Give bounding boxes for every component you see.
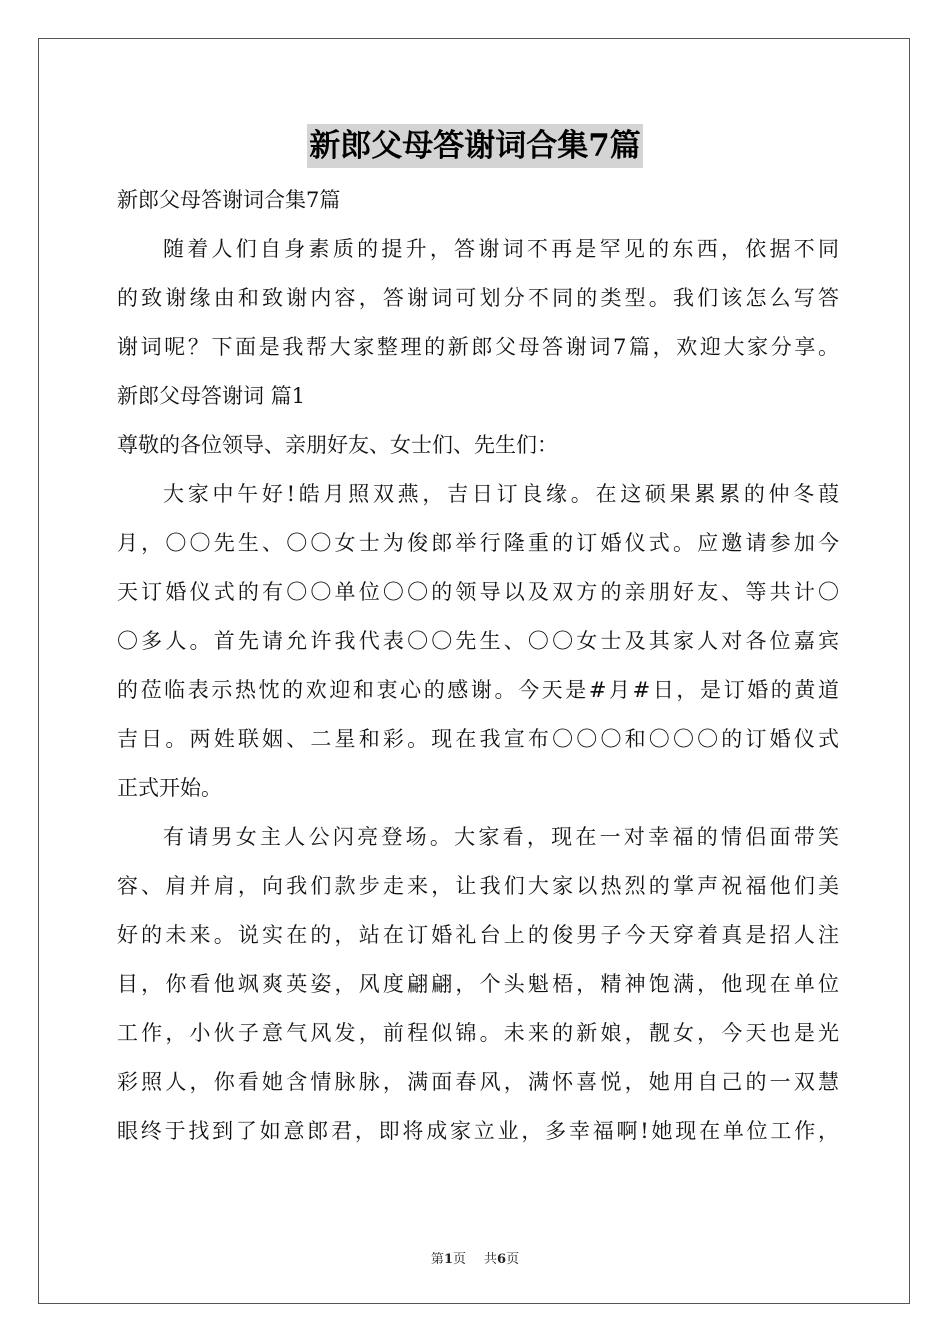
text-line: 大家中午好!皓月照双燕，吉日订良缘。在这硕果累累的仲冬葭 (163, 482, 839, 506)
page-number-current: 1 (443, 1252, 453, 1267)
text-line: 尊敬的各位领导、亲朋好友、女士们、先生们： (117, 433, 558, 457)
text-line: 有请男女主人公闪亮登场。大家看，现在一对幸福的情侣面带笑 (163, 825, 839, 849)
text-line: 好的未来。说实在的，站在订婚礼台上的俊男子今天穿着真是招人注 (117, 923, 839, 947)
text-line: 的致谢缘由和致谢内容，答谢词可划分不同的类型。我们该怎么写答 (117, 286, 839, 310)
page-number-prefix: 第 (430, 1252, 444, 1267)
page-total: 6 (497, 1252, 507, 1267)
text-line: 新郎父母答谢词合集7篇 (117, 188, 341, 212)
text-line: 天订婚仪式的有〇〇单位〇〇的领导以及双方的亲朋好友、等共计〇 (117, 580, 839, 604)
text-line: 吉日。两姓联姻、二星和彩。现在我宣布〇〇〇和〇〇〇的订婚仪式 (117, 727, 839, 751)
text-line: 的莅临表示热忱的欢迎和衷心的感谢。今天是#月#日，是订婚的黄道 (117, 678, 839, 702)
text-line: 随着人们自身素质的提升，答谢词不再是罕见的东西，依据不同 (163, 237, 839, 261)
text-line: 〇多人。首先请允许我代表〇〇先生、〇〇女士及其家人对各位嘉宾 (117, 629, 839, 653)
text-line: 月，〇〇先生、〇〇女士为俊郎举行隆重的订婚仪式。应邀请参加今 (117, 531, 839, 555)
page-footer (0, 1248, 950, 1267)
page-total-prefix: 共 (484, 1252, 498, 1267)
title-container (0, 124, 950, 168)
text-line: 容、肩并肩，向我们款步走来，让我们大家以热烈的掌声祝福他们美 (117, 874, 839, 898)
text-line: 目，你看他飒爽英姿，风度翩翩，个头魁梧，精神饱满，他现在单位 (117, 972, 839, 996)
page-total-suffix: 页 (506, 1252, 520, 1267)
text-line: 工作，小伙子意气风发，前程似锦。未来的新娘，靓女，今天也是光 (117, 1021, 839, 1045)
text-line: 眼终于找到了如意郎君，即将成家立业，多幸福啊!她现在单位工作， (117, 1119, 839, 1143)
document-body (117, 178, 839, 1158)
text-line: 新郎父母答谢词 篇1 (117, 384, 306, 408)
text-line: 彩照人，你看她含情脉脉，满面春风，满怀喜悦，她用自己的一双慧 (117, 1070, 839, 1094)
text-line: 谢词呢？下面是我帮大家整理的新郎父母答谢词7篇，欢迎大家分享。 (117, 335, 839, 359)
page-number-suffix: 页 (452, 1252, 466, 1267)
document-title: 新郎父母答谢词合集7篇 (307, 124, 643, 168)
text-line: 正式开始。 (117, 776, 222, 800)
